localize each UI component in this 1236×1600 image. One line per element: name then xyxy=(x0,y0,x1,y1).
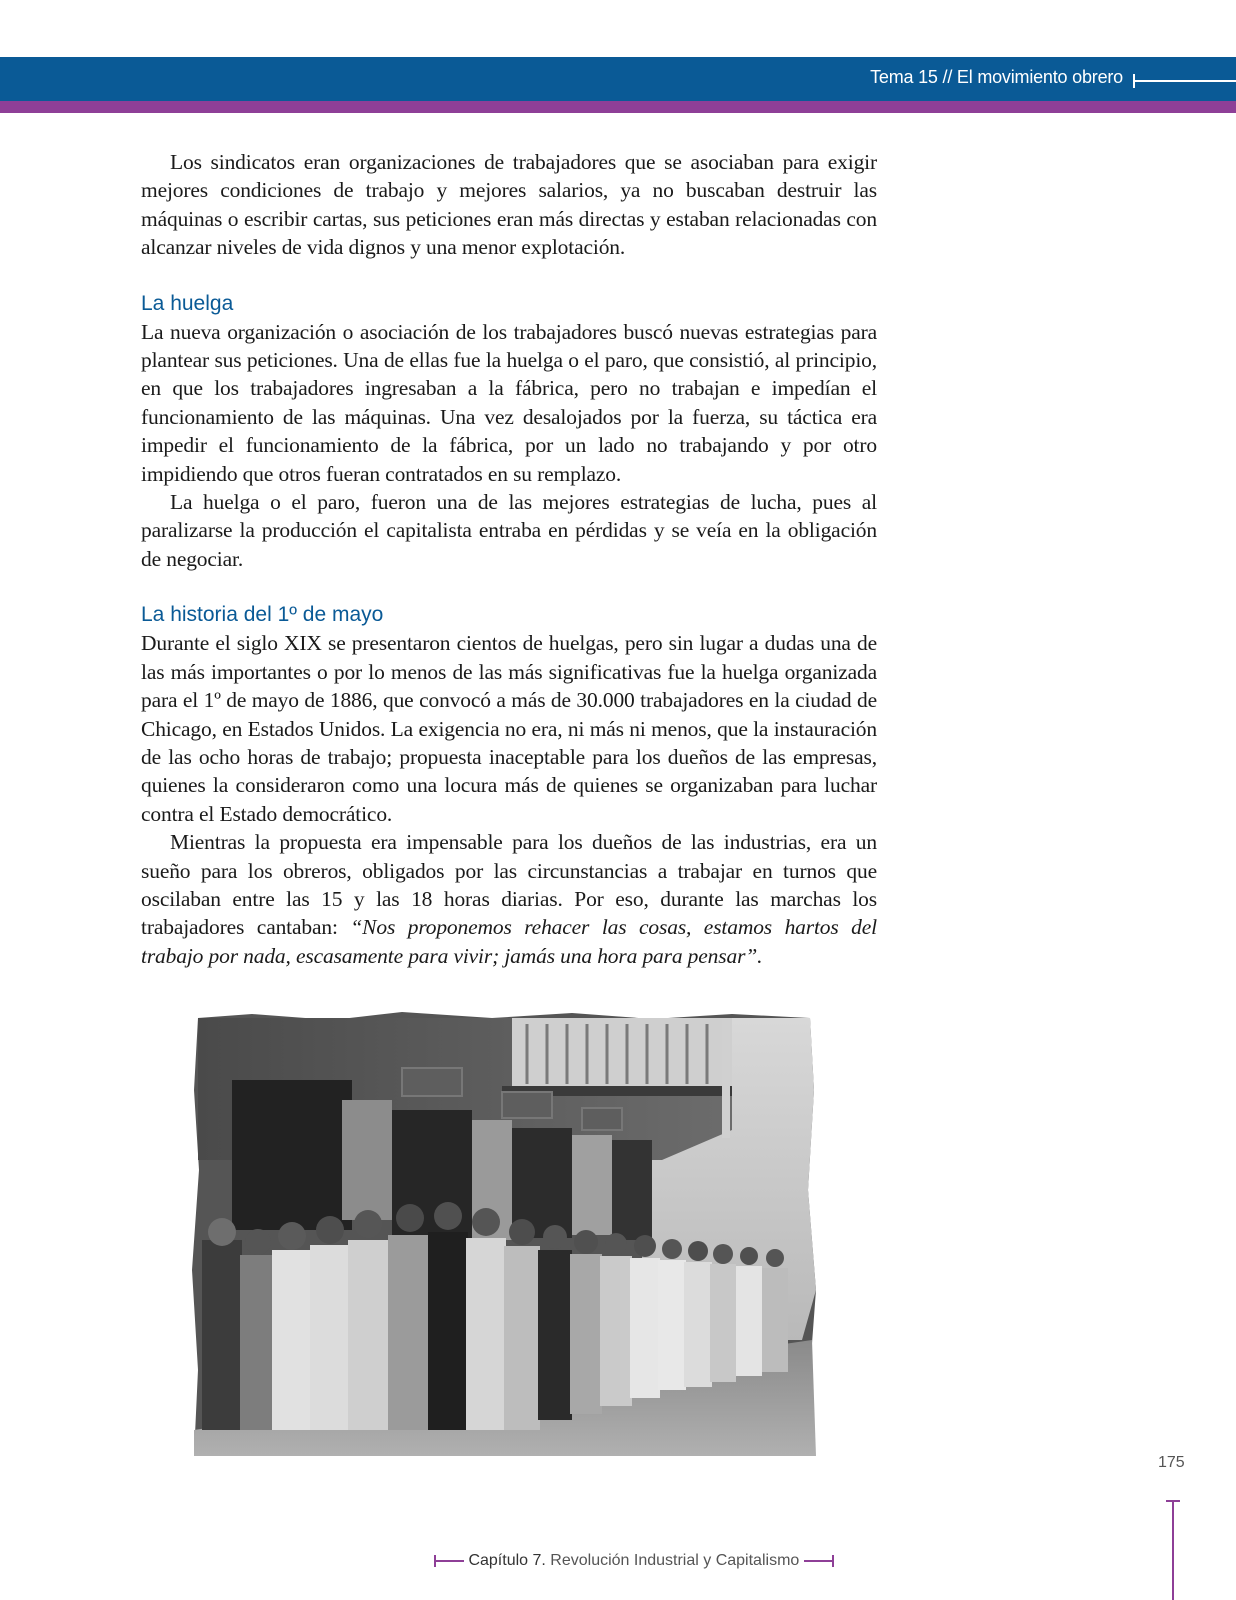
page-number: 175 xyxy=(1158,1454,1185,1471)
footer-chapter-number: Capítulo 7. xyxy=(468,1552,546,1569)
section-heading-huelga: La huelga xyxy=(141,291,234,315)
running-footer xyxy=(434,1552,834,1570)
footer-chapter-title: Revolución Industrial y Capitalismo xyxy=(545,1552,800,1569)
photo-workers-building xyxy=(192,1010,818,1458)
running-header-title: Tema 15 // El movimiento obrero xyxy=(870,67,1123,87)
workers-chant-quote: “Nos proponemos rehacer las cosas, estamos hartos del trabajo por nada, escasamente para vivir; jamás una hora para pensar”. xyxy=(141,915,877,968)
footer-rule-left xyxy=(434,1560,464,1562)
header-accent-stripe xyxy=(0,101,1236,113)
huelga-paragraph-1: La nueva organización o asociación de los trabajadores buscó nuevas estrategias para plantear sus peticiones. Una de ellas fue la huelga o el paro, que consistió, al principio, en que los trabajadores ingresaban a la fábrica, pero no trabajan e impedían el funcionamiento de las máquinas. Una vez desalojados por la fuerza, su táctica era impedir el funcionamiento de la fábrica, por un lado no trabajando y por otro impidiendo que otros fueran contratados en su remplazo. xyxy=(141,319,877,486)
footer-rule-right xyxy=(804,1560,834,1562)
huelga-paragraph-2: La huelga o el paro, fueron una de las mejores estrategias de lucha, pues al paralizarse la producción el capitalista entraba en pérdidas y se veía en la obligación de negociar. xyxy=(141,490,877,571)
section-heading-1-mayo: La historia del 1º de mayo xyxy=(141,603,384,627)
main-text xyxy=(141,148,877,970)
header-rule xyxy=(1133,80,1236,82)
intro-paragraph: Los sindicatos eran organizaciones de trabajadores que se asociaban para exigir mejores condiciones de trabajo y mejores salarios, ya no buscaban destruir las máquinas o escribir cartas, sus peticiones eran más directas y estaban relacionadas con alcanzar niveles de vida dignos y una menor explotación. xyxy=(141,150,877,260)
margin-rule xyxy=(1172,1500,1174,1600)
mayo-paragraph-2 xyxy=(141,828,877,970)
mayo-paragraph-1: Durante el siglo XIX se presentaron cientos de huelgas, pero sin lugar a dudas una de las más importantes o por lo menos de las más significativas fue la huelga organizada para el 1º de mayo de 1886, que convocó a más de 30.000 trabajadores en la ciudad de Chicago, en Estados Unidos. La exigencia no era, ni más ni menos, que la instauración de las ocho horas de trabajo; propuesta inaceptable para los dueños de las empresas, quienes la consideraron como una locura más de quienes se organizaban para luchar contra el Estado democrático. xyxy=(141,631,877,826)
historical-photo xyxy=(192,1010,818,1458)
mayo-paragraph-2-text: Mientras la propuesta era impensable para los dueños de las industrias, era un sueño para los obreros, obligados por las circunstancias a trabajar en turnos que oscilaban entre las 15 y las 18 horas diarias. Por eso, durante las marchas los trabajadores cantaban: xyxy=(141,830,877,940)
